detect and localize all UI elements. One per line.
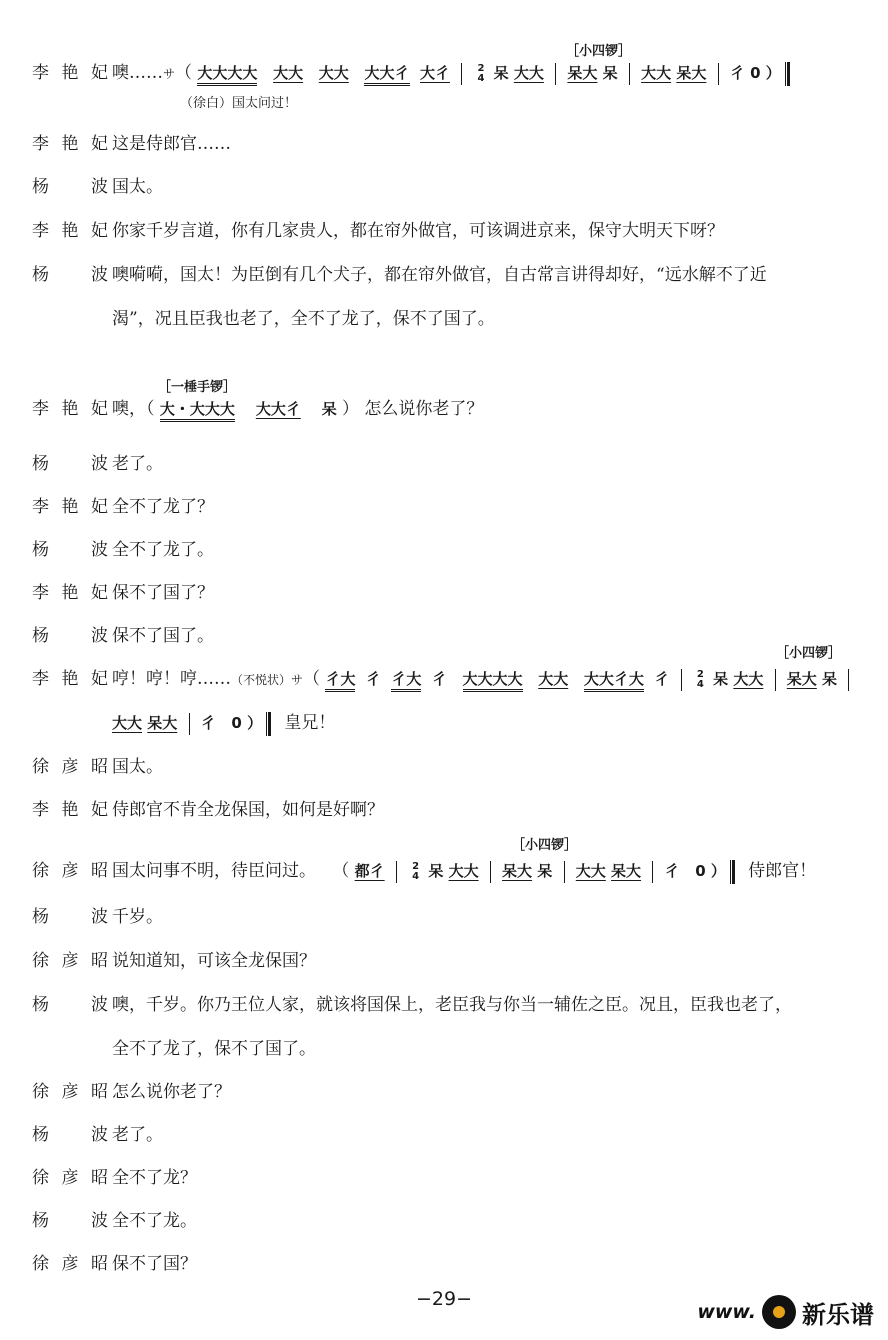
perc-syllable: 彳: [729, 64, 745, 82]
cue-label-yichuishouluo: ［一棰手锣］: [158, 380, 237, 395]
perc-syllable: 大大彳: [255, 400, 301, 418]
dialogue-text: 全不了龙了。: [112, 540, 214, 560]
speaker-name: 徐彦昭: [32, 1082, 108, 1102]
bar-line: [718, 63, 719, 85]
percussion-line: [112, 856, 816, 886]
free-meter-mark: サ: [163, 67, 176, 81]
bar-line: [775, 669, 776, 691]
end-bar-line: [785, 62, 790, 86]
paren-close: ）: [710, 862, 726, 880]
perc-syllable: 呆: [713, 670, 729, 688]
paren-open: （: [146, 399, 155, 419]
speaker-name: 杨 波: [32, 1125, 108, 1145]
dialogue-continuation: 全不了龙了，保不了国了。: [112, 1039, 316, 1059]
paren-close: ）: [247, 714, 263, 732]
dialogue-line: [32, 1249, 864, 1279]
rest-zero: 0: [750, 64, 761, 82]
speaker-name: 李艳妃: [32, 134, 108, 154]
dialogue-text: 这是侍郎官……: [112, 134, 231, 154]
spoken-text: 怎么说你老了？: [364, 399, 484, 419]
record-logo-icon: [762, 1295, 796, 1329]
stage-direction: （不悦状）: [231, 673, 292, 687]
perc-syllable: 彳: [431, 670, 447, 688]
spoken-text: 皇兄！: [284, 713, 336, 733]
speaker-name: 李艳妃: [32, 669, 108, 689]
dialogue-line: [32, 856, 864, 886]
dialogue-continuation: 渴”，况且臣我也老了，全不了龙了，保不了国了。: [112, 309, 495, 329]
perc-syllable: 大大彳大: [584, 670, 644, 692]
spoken-text: 哼！哼！哼……: [112, 669, 231, 689]
time-signature: 2 4: [477, 62, 485, 84]
speaker-name: 杨 波: [32, 265, 108, 285]
perc-syllable: 大大: [733, 670, 764, 688]
watermark: [697, 1292, 874, 1332]
dialogue-line: [32, 449, 864, 479]
bar-line: [555, 63, 556, 85]
perc-syllable: 彳: [654, 670, 670, 688]
perc-syllable: 大・大大大: [160, 400, 235, 422]
perc-syllable: 呆: [537, 862, 553, 880]
dialogue-line: [32, 129, 864, 159]
dialogue-line: [32, 394, 864, 424]
perc-syllable: 大大: [575, 862, 606, 880]
dialogue-text: 保不了国了？: [112, 583, 214, 603]
dialogue-line: [32, 990, 864, 1020]
perc-syllable: 大大: [112, 714, 143, 732]
perc-syllable: 呆: [493, 64, 509, 82]
perc-syllable: 彳大: [391, 670, 421, 692]
dialogue-text: 全不了龙？: [112, 1168, 197, 1188]
dialogue-line: [32, 902, 864, 932]
dialogue-text: 怎么说你老了？: [112, 1082, 231, 1102]
speaker-name: 李艳妃: [32, 583, 108, 603]
dialogue-line: [32, 795, 864, 825]
perc-syllable: 彳: [365, 670, 381, 688]
dialogue-text: 保不了国了。: [112, 626, 214, 646]
perc-syllable: 呆大: [147, 714, 178, 732]
perc-syllable: 大大: [448, 862, 479, 880]
dialogue-line: [32, 664, 864, 694]
dialogue-line: [32, 260, 864, 290]
dialogue-text: 千岁。: [112, 907, 163, 927]
speaker-name: 李艳妃: [32, 399, 108, 419]
spoken-text: 噢，: [112, 399, 146, 419]
perc-syllable: 大大: [538, 670, 569, 688]
perc-syllable: 大大彳: [364, 64, 409, 86]
speaker-name: 杨 波: [32, 177, 108, 197]
end-bar-line: [266, 712, 271, 736]
perc-syllable: 呆: [321, 400, 337, 418]
speaker-name: 杨 波: [32, 626, 108, 646]
speaker-name: 徐彦昭: [32, 951, 108, 971]
speaker-name: 李艳妃: [32, 800, 108, 820]
time-signature: 2 4: [412, 860, 420, 882]
bar-line: [564, 861, 565, 883]
perc-syllable: 大彳: [419, 64, 450, 82]
bar-line: [652, 861, 653, 883]
dialogue-line: [32, 1206, 864, 1236]
spoken-text: 噢……: [112, 63, 163, 83]
dialogue-line: [32, 621, 864, 651]
page-number: −29−: [415, 1288, 473, 1310]
speaker-name: 徐彦昭: [32, 861, 108, 881]
speaker-name: 杨 波: [32, 540, 108, 560]
dialogue-line: [32, 492, 864, 522]
perc-syllable: 呆: [822, 670, 838, 688]
speaker-name: 杨 波: [32, 907, 108, 927]
dialogue-line: [32, 172, 864, 202]
percussion-line: [112, 394, 483, 424]
speaker-name: 李艳妃: [32, 497, 108, 517]
speaker-name: 李艳妃: [32, 221, 108, 241]
perc-syllable: 呆: [428, 862, 444, 880]
perc-syllable: 大大: [273, 64, 304, 82]
dialogue-line: [32, 58, 864, 88]
speaker-name: 徐彦昭: [32, 1168, 108, 1188]
time-signature: 2 4: [696, 668, 704, 690]
dialogue-text: 全不了龙。: [112, 1211, 197, 1231]
perc-syllable: 彳大: [325, 670, 355, 692]
perc-syllable: 彳: [200, 714, 216, 732]
cue-label-xiaosiluo: ［小四锣］: [512, 838, 578, 853]
dialogue-text: 全不了龙了？: [112, 497, 214, 517]
perc-syllable: 都彳: [354, 862, 385, 880]
perc-syllable: 大大大大: [463, 670, 523, 692]
perc-syllable: 彳: [664, 862, 680, 880]
dialogue-line: [32, 1163, 864, 1193]
free-meter-mark: サ: [291, 673, 304, 687]
speaker-name: 李艳妃: [32, 63, 108, 83]
percussion-line: [112, 58, 798, 89]
perc-syllable: 大大: [513, 64, 544, 82]
dialogue-line: [32, 578, 864, 608]
perc-syllable: 呆大: [611, 862, 642, 880]
xubai-note: （徐白）国太问过！: [180, 96, 298, 111]
speaker-name: 杨 波: [32, 995, 108, 1015]
dialogue-line: [32, 1120, 864, 1150]
dialogue-line: [32, 752, 864, 782]
perc-syllable: 大大: [641, 64, 672, 82]
bar-line: [396, 861, 397, 883]
perc-syllable: 呆大: [567, 64, 598, 82]
dialogue-line: [32, 946, 864, 976]
perc-syllable: 呆大: [786, 670, 817, 688]
dialogue-text: 保不了国？: [112, 1254, 197, 1274]
cue-label-xiaosiluo: ［小四锣］: [566, 44, 632, 59]
dialogue-text: 老了。: [112, 454, 163, 474]
bar-line: [629, 63, 630, 85]
dialogue-text: 老了。: [112, 1125, 163, 1145]
perc-syllable: 呆大: [502, 862, 533, 880]
bar-line: [189, 713, 190, 735]
speaker-name: 杨 波: [32, 1211, 108, 1231]
spoken-text: 国太问事不明，待臣问过。: [112, 861, 316, 881]
perc-syllable: 大大: [318, 64, 349, 82]
dialogue-line: [32, 1077, 864, 1107]
bar-line: [490, 861, 491, 883]
watermark-url: www.: [697, 1301, 756, 1323]
bar-line: [461, 63, 462, 85]
dialogue-text: 国太。: [112, 177, 163, 197]
dialogue-text: 侍郎官不肯全龙保国，如何是好啊？: [112, 800, 384, 820]
rest-zero: 0: [231, 714, 242, 732]
paren-close: ）: [341, 399, 359, 419]
perc-syllable: 呆大: [676, 64, 707, 82]
dialogue-text: 噢嗬嗬，国太！为臣倒有几个犬子，都在帘外做官，自古常言讲得却好，“远水解不了近: [112, 265, 767, 285]
paren-open: （: [175, 63, 193, 83]
percussion-continuation: [112, 708, 335, 738]
end-bar-line: [730, 860, 735, 884]
dialogue-text: 你家千岁言道，你有几家贵人，都在帘外做官，可该调进京来，保守大明天下呀？: [112, 221, 724, 241]
paren-close: ）: [765, 64, 781, 82]
speaker-name: 杨 波: [32, 454, 108, 474]
bar-line: [681, 669, 682, 691]
watermark-brand: 新乐谱: [802, 1300, 874, 1329]
dialogue-text: 噢，千岁。你乃王位人家，就该将国保上，老臣我与你当一辅佐之臣。况且，臣我也老了，: [112, 995, 792, 1015]
paren-open: （: [303, 669, 321, 689]
dialogue-text: 国太。: [112, 757, 163, 777]
paren-open: （: [332, 861, 350, 881]
spoken-text: 侍郎官！: [748, 861, 817, 881]
dialogue-line: [32, 535, 864, 565]
perc-syllable: 呆: [602, 64, 618, 82]
speaker-name: 徐彦昭: [32, 757, 108, 777]
bar-line: [848, 669, 849, 691]
dialogue-text: 说知道知，可该全龙保国？: [112, 951, 316, 971]
dialogue-line: [32, 216, 864, 246]
cue-label-xiaosiluo: ［小四锣］: [776, 646, 842, 661]
rest-zero: 0: [695, 862, 706, 880]
perc-syllable: 大大大大: [197, 64, 257, 86]
percussion-line: [112, 664, 855, 695]
speaker-name: 徐彦昭: [32, 1254, 108, 1274]
